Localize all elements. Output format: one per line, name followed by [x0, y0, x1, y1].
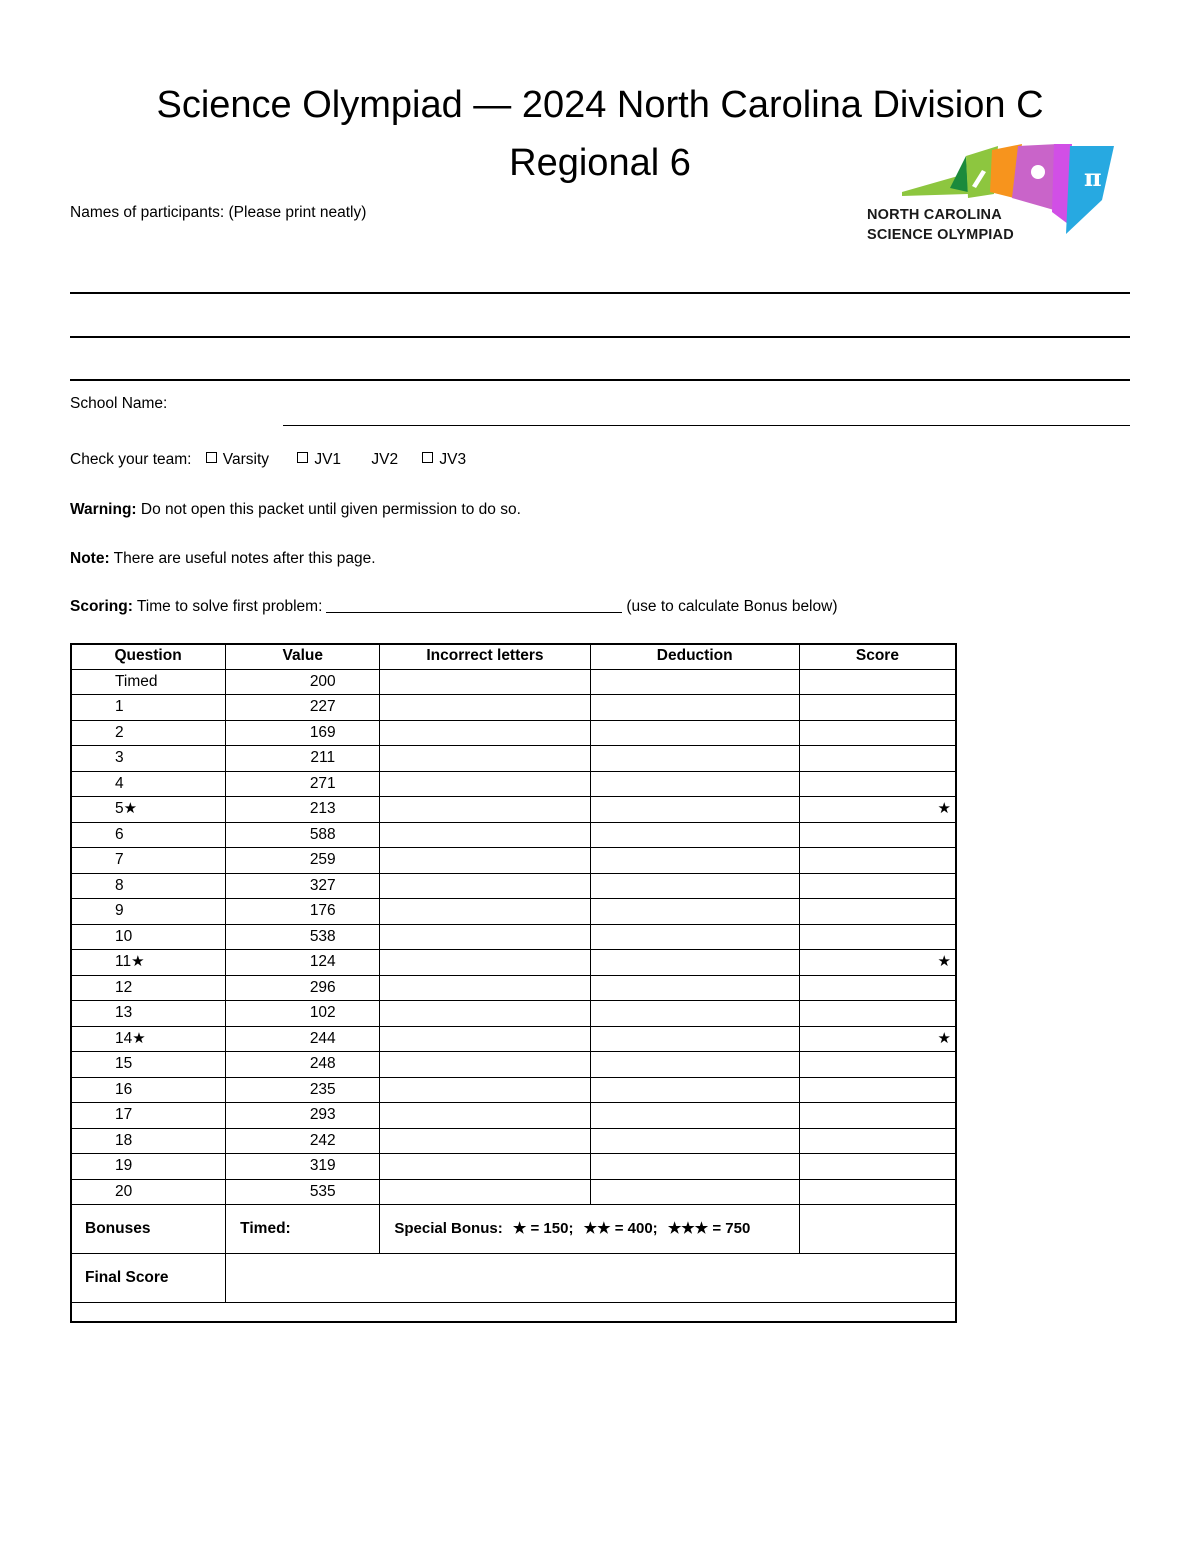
- incorrect-letters-cell[interactable]: [380, 720, 590, 746]
- star-icon: ★: [583, 1220, 598, 1237]
- table-row: [71, 848, 956, 874]
- deduction-cell[interactable]: [590, 771, 799, 797]
- deduction-cell[interactable]: [590, 1128, 799, 1154]
- bonuses-label: Bonuses: [71, 1205, 226, 1254]
- value-cell: 327: [226, 873, 380, 899]
- score-cell[interactable]: [799, 1077, 955, 1103]
- incorrect-letters-cell[interactable]: [380, 924, 590, 950]
- scoring-label: Scoring:: [70, 598, 133, 615]
- value-cell: 319: [226, 1154, 380, 1180]
- table-row: [71, 695, 956, 721]
- score-cell[interactable]: [799, 950, 955, 976]
- incorrect-letters-cell[interactable]: [380, 1052, 590, 1078]
- question-cell: 1: [71, 695, 226, 721]
- deduction-cell[interactable]: [590, 1052, 799, 1078]
- score-cell[interactable]: [799, 924, 955, 950]
- deduction-cell[interactable]: [590, 1077, 799, 1103]
- logo-text-line-1: NORTH CAROLINA: [867, 207, 1002, 223]
- deduction-cell[interactable]: [590, 975, 799, 1001]
- table-row: [71, 1128, 956, 1154]
- value-cell: 235: [226, 1077, 380, 1103]
- score-cell[interactable]: [799, 797, 955, 823]
- question-cell: 12: [71, 975, 226, 1001]
- incorrect-letters-cell[interactable]: [380, 1154, 590, 1180]
- question-cell: 4: [71, 771, 226, 797]
- team-selector: [70, 450, 466, 470]
- value-cell: 588: [226, 822, 380, 848]
- question-cell: 9: [71, 899, 226, 925]
- table-row: [71, 1179, 956, 1205]
- table-row: [71, 1001, 956, 1027]
- star-icon: ★: [694, 1220, 709, 1237]
- value-cell: 293: [226, 1103, 380, 1129]
- star-icon: ★: [937, 953, 951, 971]
- value-cell: 211: [226, 746, 380, 772]
- logo-text-line-2: SCIENCE OLYMPIAD: [867, 227, 1014, 243]
- deduction-cell[interactable]: [590, 1179, 799, 1205]
- table-row: [71, 1052, 956, 1078]
- title-line-1: Science Olympiad — 2024 North Carolina Division C: [156, 84, 1044, 126]
- value-cell: 176: [226, 899, 380, 925]
- value-cell: 248: [226, 1052, 380, 1078]
- table-row: [71, 950, 956, 976]
- column-header: Deduction: [590, 644, 799, 670]
- value-cell: 538: [226, 924, 380, 950]
- incorrect-letters-cell[interactable]: [380, 848, 590, 874]
- score-cell[interactable]: [799, 1026, 955, 1052]
- incorrect-letters-cell[interactable]: [380, 1026, 590, 1052]
- bonus-row: [71, 1205, 956, 1254]
- question-cell: 15: [71, 1052, 226, 1078]
- score-cell[interactable]: [799, 1001, 955, 1027]
- warning-text: Warning: Do not open this packet until given permission to do so.: [70, 501, 521, 518]
- table-header-row: [71, 644, 956, 670]
- score-cell[interactable]: [799, 1128, 955, 1154]
- star-icon: ★: [937, 1029, 951, 1047]
- question-cell: 10: [71, 924, 226, 950]
- final-score-label: Final Score: [71, 1254, 226, 1303]
- incorrect-letters-cell[interactable]: [380, 873, 590, 899]
- question-cell: 3: [71, 746, 226, 772]
- value-cell: 213: [226, 797, 380, 823]
- column-header: Score: [799, 644, 955, 670]
- column-header: Question: [71, 644, 226, 670]
- deduction-cell[interactable]: [590, 873, 799, 899]
- star-icon: ★: [132, 1029, 146, 1047]
- deduction-cell[interactable]: [590, 899, 799, 925]
- question-cell: 16: [71, 1077, 226, 1103]
- svg-text:π: π: [1084, 163, 1102, 192]
- table-row: [71, 746, 956, 772]
- star-icon: ★: [131, 953, 145, 971]
- incorrect-letters-cell[interactable]: [380, 975, 590, 1001]
- participant-line-1[interactable]: [70, 292, 1130, 294]
- deduction-cell[interactable]: [590, 1001, 799, 1027]
- incorrect-letters-cell[interactable]: [380, 1128, 590, 1154]
- table-row: [71, 1154, 956, 1180]
- deduction-cell[interactable]: [590, 1026, 799, 1052]
- star-icon: ★: [937, 800, 951, 818]
- table-row: [71, 1026, 956, 1052]
- incorrect-letters-cell[interactable]: [380, 1001, 590, 1027]
- score-cell[interactable]: [799, 746, 955, 772]
- star-icon: ★: [512, 1220, 527, 1237]
- star-icon: ★: [123, 800, 138, 818]
- participant-line-2[interactable]: [70, 336, 1130, 338]
- deduction-cell[interactable]: [590, 1103, 799, 1129]
- bonus-score-cell[interactable]: [799, 1205, 955, 1254]
- value-cell: 227: [226, 695, 380, 721]
- value-cell: 200: [226, 669, 380, 695]
- deduction-cell[interactable]: [590, 746, 799, 772]
- score-cell[interactable]: [799, 848, 955, 874]
- table-row: [71, 924, 956, 950]
- school-label: School Name:: [70, 395, 168, 412]
- incorrect-letters-cell[interactable]: [380, 1103, 590, 1129]
- team-label: Check your team:: [70, 451, 192, 468]
- deduction-cell[interactable]: [590, 720, 799, 746]
- score-cell[interactable]: [799, 899, 955, 925]
- column-header: Incorrect letters: [380, 644, 590, 670]
- checkbox-icon[interactable]: [297, 452, 308, 463]
- question-cell: 8: [71, 873, 226, 899]
- question-cell: 19: [71, 1154, 226, 1180]
- question-cell: 7: [71, 848, 226, 874]
- incorrect-letters-cell[interactable]: [380, 797, 590, 823]
- note-text: Note: There are useful notes after this page.: [70, 550, 376, 567]
- score-cell[interactable]: [799, 669, 955, 695]
- score-cell[interactable]: [799, 771, 955, 797]
- incorrect-letters-cell[interactable]: [380, 950, 590, 976]
- star-icon: ★: [597, 1220, 611, 1237]
- deduction-cell[interactable]: [590, 695, 799, 721]
- question-cell: 13: [71, 1001, 226, 1027]
- table-row: [71, 975, 956, 1001]
- table-row: [71, 1077, 956, 1103]
- value-cell: 296: [226, 975, 380, 1001]
- special-bonus-cell: Special Bonus: ★ = 150; ★★ = 400; ★★★ = 750: [380, 1205, 799, 1254]
- question-cell: 14★: [71, 1026, 226, 1052]
- star-icon: ★: [667, 1220, 682, 1237]
- incorrect-letters-cell[interactable]: [380, 899, 590, 925]
- value-cell: 271: [226, 771, 380, 797]
- score-table: [70, 643, 956, 1303]
- table-row: [71, 797, 956, 823]
- question-cell: 18: [71, 1128, 226, 1154]
- score-cell[interactable]: [799, 1103, 955, 1129]
- score-cell[interactable]: [799, 873, 955, 899]
- question-cell: Timed: [71, 669, 226, 695]
- scoring-text: Scoring: Time to solve first problem: (use to calculate Bonus below): [70, 598, 838, 615]
- incorrect-letters-cell[interactable]: [380, 695, 590, 721]
- table-row: [71, 822, 956, 848]
- score-cell[interactable]: [799, 720, 955, 746]
- score-cell[interactable]: [799, 1154, 955, 1180]
- value-cell: 535: [226, 1179, 380, 1205]
- score-cell[interactable]: [799, 822, 955, 848]
- incorrect-letters-cell[interactable]: [380, 771, 590, 797]
- participants-label: Names of participants: (Please print neatly): [70, 204, 367, 221]
- logo-text: [867, 205, 1014, 245]
- question-cell: 17: [71, 1103, 226, 1129]
- final-score-cell[interactable]: [226, 1254, 956, 1303]
- question-cell: 5★: [71, 797, 226, 823]
- deduction-cell[interactable]: [590, 848, 799, 874]
- incorrect-letters-cell[interactable]: [380, 1077, 590, 1103]
- score-cell[interactable]: [799, 1052, 955, 1078]
- table-row: [71, 669, 956, 695]
- incorrect-letters-cell[interactable]: [380, 669, 590, 695]
- team-option-jv1[interactable]: JV1: [297, 450, 341, 470]
- value-cell: 169: [226, 720, 380, 746]
- question-cell: 11★: [71, 950, 226, 976]
- team-option-varsity[interactable]: Varsity: [206, 450, 269, 470]
- timed-bonus-cell[interactable]: Timed:: [226, 1205, 380, 1254]
- value-cell: 259: [226, 848, 380, 874]
- final-score-row: [71, 1254, 956, 1303]
- deduction-cell[interactable]: [590, 822, 799, 848]
- incorrect-letters-cell[interactable]: [380, 1179, 590, 1205]
- school-name-line[interactable]: [283, 425, 1130, 426]
- incorrect-letters-cell[interactable]: [380, 822, 590, 848]
- question-cell: 6: [71, 822, 226, 848]
- score-cell[interactable]: [799, 695, 955, 721]
- value-cell: 102: [226, 1001, 380, 1027]
- score-cell[interactable]: [799, 1179, 955, 1205]
- star-icon: ★: [681, 1220, 695, 1237]
- incorrect-letters-cell[interactable]: [380, 746, 590, 772]
- deduction-cell[interactable]: [590, 669, 799, 695]
- value-cell: 242: [226, 1128, 380, 1154]
- question-cell: 2: [71, 720, 226, 746]
- time-input-line[interactable]: [326, 598, 622, 613]
- table-row: [71, 720, 956, 746]
- question-cell: 20: [71, 1179, 226, 1205]
- participant-line-3[interactable]: [70, 379, 1130, 381]
- team-option-jv2[interactable]: JV2: [371, 451, 399, 468]
- value-cell: 124: [226, 950, 380, 976]
- value-cell: 244: [226, 1026, 380, 1052]
- team-option-jv3[interactable]: JV3: [422, 450, 466, 470]
- table-row: [71, 1103, 956, 1129]
- score-cell[interactable]: [799, 975, 955, 1001]
- deduction-cell[interactable]: [590, 924, 799, 950]
- note-label: Note:: [70, 550, 110, 567]
- title-line-2: Regional 6: [509, 142, 691, 184]
- column-header: Value: [226, 644, 380, 670]
- checkbox-icon[interactable]: [206, 452, 217, 463]
- checkbox-icon[interactable]: [422, 452, 433, 463]
- table-row: [71, 771, 956, 797]
- warning-label: Warning:: [70, 501, 137, 518]
- table-row: [71, 873, 956, 899]
- deduction-cell[interactable]: [590, 1154, 799, 1180]
- deduction-cell[interactable]: [590, 950, 799, 976]
- deduction-cell[interactable]: [590, 797, 799, 823]
- table-row: [71, 899, 956, 925]
